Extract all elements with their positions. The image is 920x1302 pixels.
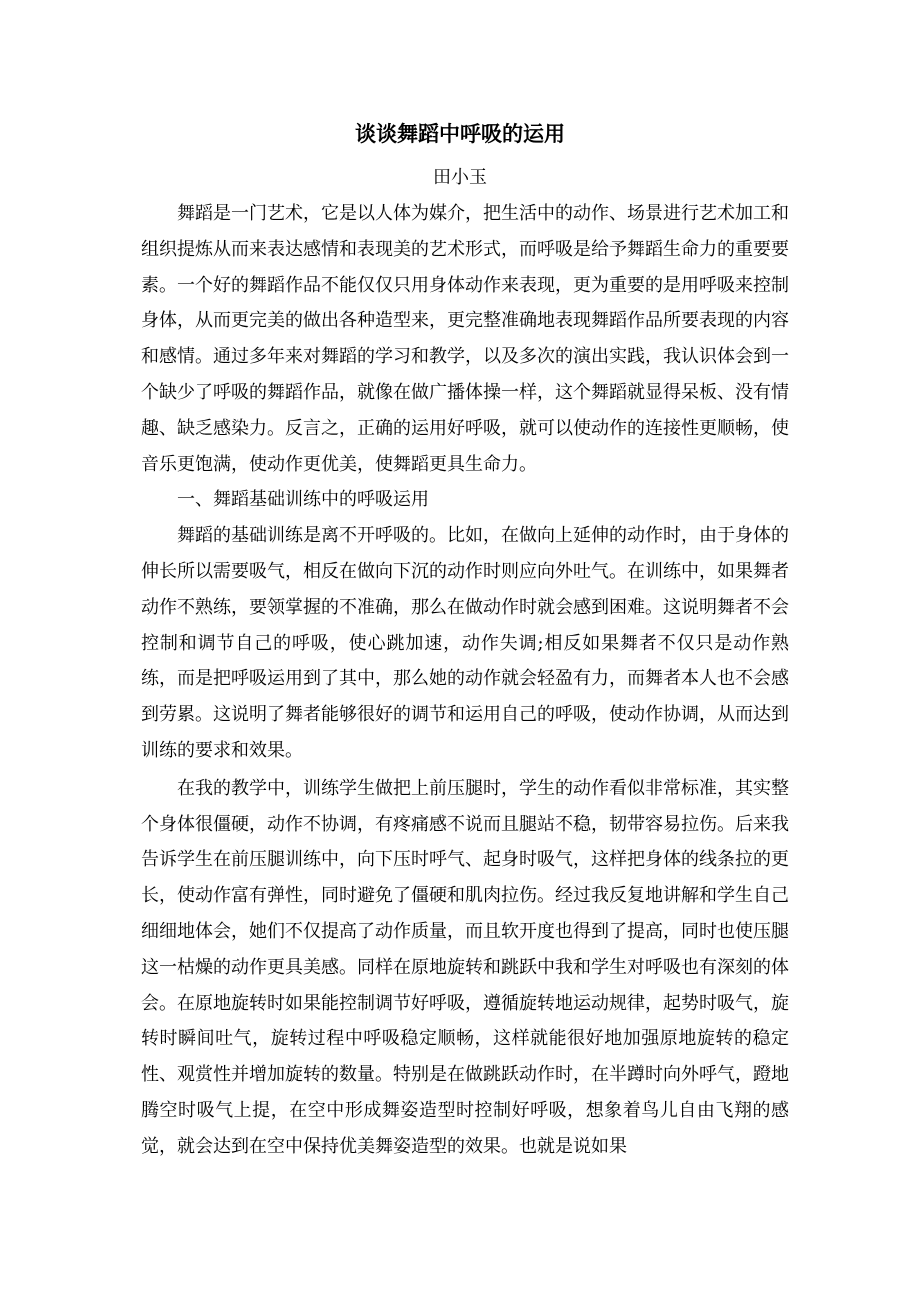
document-title: 谈谈舞蹈中呼吸的运用 <box>355 122 565 146</box>
paragraph-teaching: 在我的教学中，训练学生做把上前压腿时，学生的动作看似非常标准，其实整个身体很僵硬，动作不协调，有疼痛感不说而且腿站不稳，韧带容易拉伤。后来我告诉学生在前压腿训练中，向下压时呼气、起身时吸气，这样把身体的线条拉的更长，使动作富有弹性，同时避免了僵硬和肌肉拉伤。经过我反复地讲解和学生自己细细地体会，她们不仅提高了动作质量，而且软开度也得到了提高，同时也使压腿这一枯燥的动作更具美感。同样在原地旋转和跳跃中我和学生对呼吸也有深刻的体会。在原地旋转时如果能控制调节好呼吸，遵循旋转地运动规律，起势时吸气，旋转时瞬间吐气，旋转过程中呼吸稳定顺畅，这样就能很好地加强原地旋转的稳定性、观赏性并增加旋转的数量。特别是在做跳跃动作时，在半蹲时向外呼气，蹬地腾空时吸气上提，在空中形成舞姿造型时控制好呼吸，想象着鸟儿自由飞翔的感觉，就会达到在空中保持优美舞姿造型的效果。也就是说如果 <box>141 777 789 1157</box>
document-author: 田小玉 <box>433 167 487 188</box>
section-heading: 一、舞蹈基础训练中的呼吸运用 <box>177 489 429 511</box>
document-body <box>141 196 789 1165</box>
paragraph-training: 舞蹈的基础训练是离不开呼吸的。比如，在做向上延伸的动作时，由于身体的伸长所以需要吸气，相反在做向下沉的动作时则应向外吐气。在训练中，如果舞者动作不熟练，要领掌握的不准确，那么在做动作时就会感到困难。这说明舞者不会控制和调节自己的呼吸，使心跳加速，动作失调;相反如果舞者不仅只是动作熟练，而是把呼吸运用到了其中，那么她的动作就会轻盈有力，而舞者本人也不会感到劳累。这说明了舞者能够很好的调节和运用自己的呼吸，使动作协调，从而达到训练的要求和效果。 <box>141 525 789 761</box>
paragraph-intro: 舞蹈是一门艺术，它是以人体为媒介，把生活中的动作、场景进行艺术加工和组织提炼从而来表达感情和表现美的艺术形式，而呼吸是给予舞蹈生命力的重要要素。一个好的舞蹈作品不能仅仅只用身体动作来表现，更为重要的是用呼吸来控制身体，从而更完美的做出各种造型来，更完整准确地表现舞蹈作品所要表现的内容和感情。通过多年来对舞蹈的学习和教学，以及多次的演出实践，我认识体会到一个缺少了呼吸的舞蹈作品，就像在做广播体操一样，这个舞蹈就显得呆板、没有情趣、缺乏感染力。反言之，正确的运用好呼吸，就可以使动作的连接性更顺畅，使音乐更饱满，使动作更优美，使舞蹈更具生命力。 <box>141 203 789 475</box>
